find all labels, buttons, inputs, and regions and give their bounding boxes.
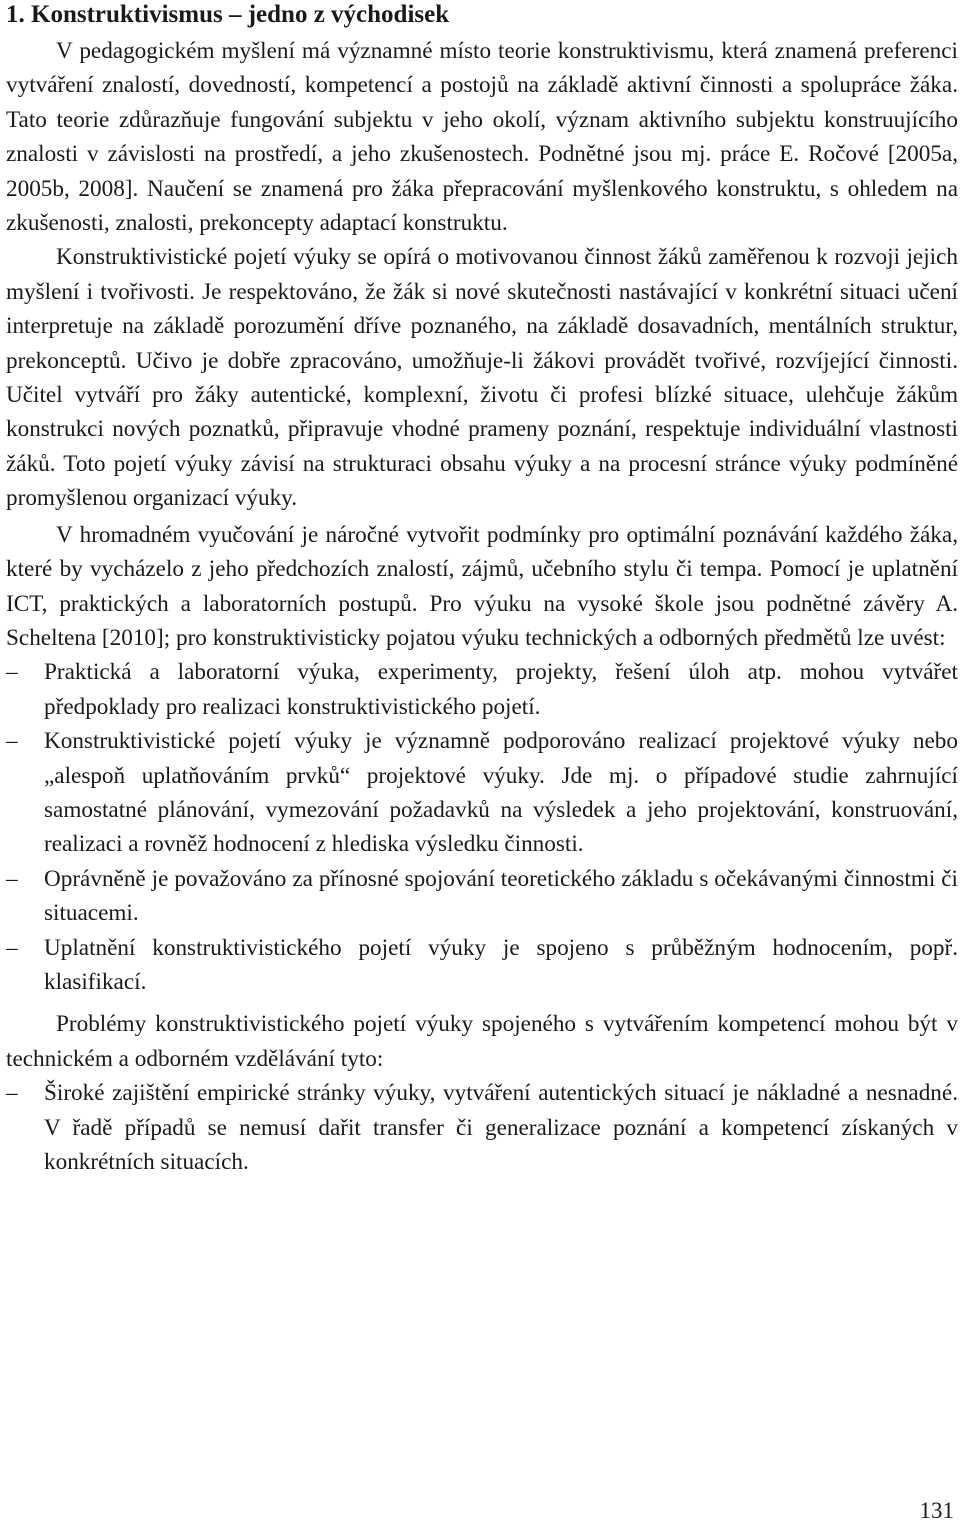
list-item xyxy=(6,931,958,1000)
dash-bullet-icon: – xyxy=(6,1080,18,1107)
dash-bullet-icon: – xyxy=(6,728,18,755)
paragraph-constructivist-teaching: Konstruktivistické pojetí výuky se opírá o motivovanou činnost žáků zaměřenou k rozvoji jejich myšlení i tvořivosti. Je respektováno, že žák si nové skutečnosti nastávající v konkrétní situaci učení interpretuje na základě porozumění dříve poznaného, na základě dosavadních, mentálních struktur, prekonceptů. Učivo je dobře zpracováno, umožňuje-li žákovi provádět tvořivé, rozvíjející činnosti. Učitel vytváří pro žáky autentické, komplexní, životu či profesi blízké situace, ulehčuje žákům konstrukci nových poznatků, připravuje vhodné prameny poznání, respektuje individuální vlastnosti žáků. Toto pojetí výuky závisí na strukturaci obsahu výuky a na procesní stránce výuky podmíněné promyšlenou organizací výuky. xyxy=(6,244,958,512)
list-item-text: Konstruktivistické pojetí výuky je významně podporováno realizací projektové výuky nebo „alespoň uplatňováním prvků“ projektové výuky. Jde mj. o případové studie zahrnující samostatné plánování, vymezování požadavků na výsledek a jeho projektování, konstruování, realizaci a rovněž hodnocení z hlediska výsledku činnosti. xyxy=(44,728,958,858)
list-item-text: Široké zajištění empirické stránky výuky, vytváření autentických situací je nákladné a nesnadné. V řadě případů se nemusí dařit transfer či generalizace poznání a kompetencí získaných v konkrétních situacích. xyxy=(44,1080,958,1175)
list-item xyxy=(6,862,958,931)
list-item xyxy=(6,724,958,862)
paragraph-problems: Problémy konstruktivistického pojetí výuky spojeného s vytvářením kompetencí mohou být v technickém a odborném vzdělávání tyto: xyxy=(6,1011,958,1072)
dash-bullet-icon: – xyxy=(6,934,18,961)
problems-list xyxy=(6,1076,958,1179)
list-item-text: Uplatnění konstruktivistického pojetí výuky je spojeno s průběžným hodnocením, popř. klasifikací. xyxy=(44,934,958,995)
paragraph-intro: V pedagogickém myšlení má významné místo teorie konstruktivismu, která znamená preferenci vytváření znalostí, dovedností, kompetencí a postojů na základě aktivní činnosti a spolupráce žáka. Tato teorie zdůrazňuje fungování subjektu v jeho okolí, význam aktivního subjektu konstruujícího znalosti v závislosti na prostředí, a jeho zkušenostech. Podnětné jsou mj. práce E. Ročové [2005a, 2005b, 2008]. Naučení se znamená pro žáka přepracování myšlenkového konstruktu, s ohledem na zkušenosti, znalosti, prekoncepty adaptací konstruktu. xyxy=(6,38,958,237)
section-heading: 1. Konstruktivismus – jedno z východisek xyxy=(6,1,450,28)
list-item xyxy=(6,1076,958,1179)
list-item xyxy=(6,655,958,724)
dash-bullet-icon: – xyxy=(6,659,18,686)
paragraph-mass-teaching: V hromadném vyučování je náročné vytvořit podmínky pro optimální poznávání každého žáka, které by vycházelo z jeho předchozích znalostí, zájmů, učebního stylu či tempa. Pomocí je uplatnění ICT, praktických a laboratorních postupů. Pro výuku na vysoké škole jsou podnětné závěry A. Scheltena [2010]; pro konstruktivisticky pojatou výuku technických a odborných předmětů lze uvést: xyxy=(6,521,958,651)
document-page xyxy=(6,0,958,1179)
list-item-text: Oprávněně je považováno za přínosné spojování teoretického základu s očekávanými činnostmi či situacemi. xyxy=(44,865,958,927)
page-number: 131 xyxy=(919,1498,954,1523)
recommendations-list xyxy=(6,655,958,999)
list-item-text: Praktická a laboratorní výuka, experimenty, projekty, řešení úloh atp. mohou vytvářet předpoklady pro realizaci konstruktivistického pojetí. xyxy=(44,659,958,720)
dash-bullet-icon: – xyxy=(6,865,18,892)
